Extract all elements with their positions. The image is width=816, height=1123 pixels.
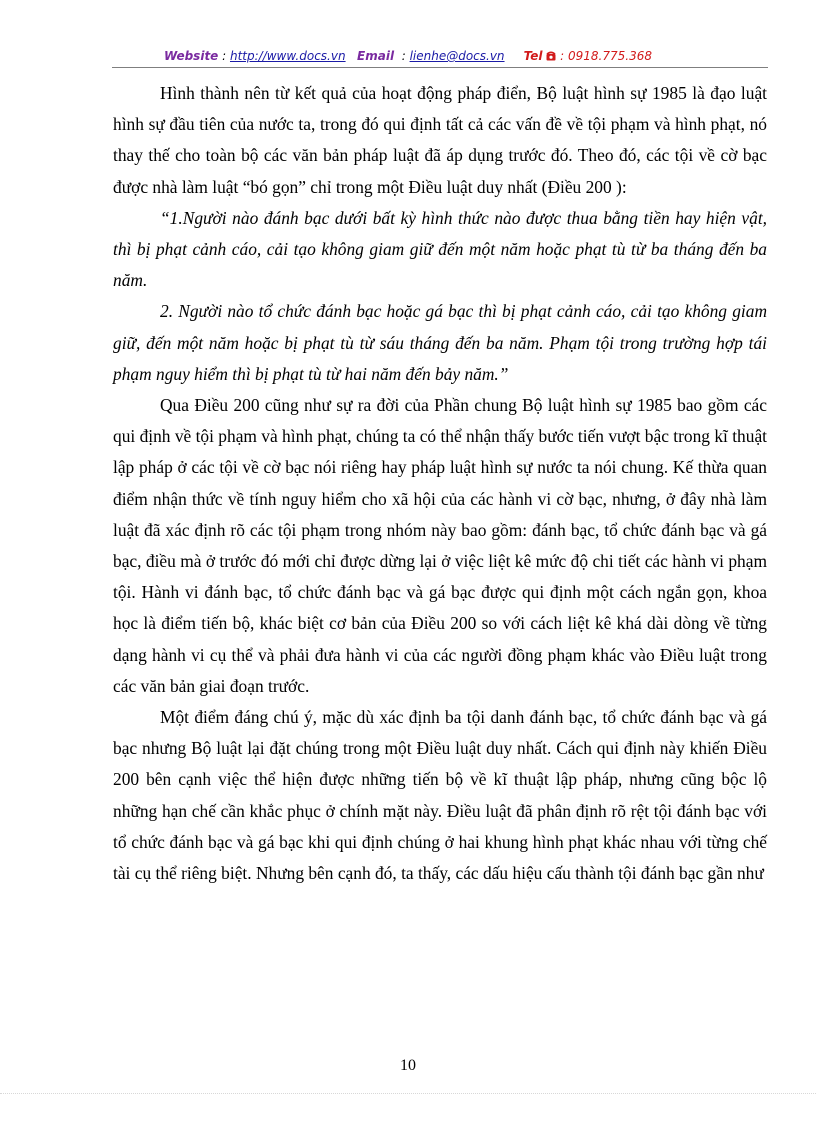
document-body (113, 78, 767, 889)
paragraph: Một điểm đáng chú ý, mặc dù xác định ba tội danh đánh bạc, tổ chức đánh bạc và gá bạc nhưng Bộ luật lại đặt chúng trong một Điều luật duy nhất. Cách qui định này khiến Điều 200 bên cạnh việc thể hiện được những tiến bộ về kĩ thuật lập pháp, nhưng cũng bộc lộ những hạn chế cần khắc phục ở chính mặt này. Điều luật đã phân định rõ rệt tội đánh bạc với tổ chức đánh bạc và gá bạc khi qui định chúng ở hai khung hình phạt khác nhau với từng chế tài cụ thể riêng biệt. Nhưng bên cạnh đó, ta thấy, các dấu hiệu cấu thành tội đánh bạc gần như (113, 707, 767, 884)
paragraph: Qua Điều 200 cũng như sự ra đời của Phần chung Bộ luật hình sự 1985 bao gồm các qui định về tội phạm và hình phạt, chúng ta có thể nhận thấy bước tiến vượt bậc trong kĩ thuật lập pháp ở các tội về cờ bạc nói riêng hay pháp luật hình sự nước ta nói chung. Kế thừa quan điểm nhận thức về tính nguy hiểm cho xã hội của các hành vi cờ bạc, nhưng, ở đây nhà làm luật đã xác định rõ các tội phạm trong nhóm này bao gồm: đánh bạc, tổ chức đánh bạc và gá bạc, điều mà ở trước đó mới chỉ được dừng lại ở việc liệt kê mức độ chi tiết các hành vi phạm tội. Hành vi đánh bạc, tổ chức đánh bạc và gá bạc được qui định một cách ngắn gọn, khoa học là điểm tiến bộ, khác biệt cơ bản của Điều 200 so với cách liệt kê khá dài dòng về từng dạng hành vi cụ thể và phải đưa hành vi của các người đồng phạm khác vào Điều luật trong các văn bản giai đoạn trước. (113, 395, 767, 696)
footer-divider (0, 1093, 816, 1094)
phone-number: 0918.775.368 (568, 49, 652, 63)
header-separator: : (218, 49, 230, 63)
tel-label: Tel (523, 49, 543, 63)
paragraph: Hình thành nên từ kết quả của hoạt động pháp điển, Bộ luật hình sự 1985 là đạo luật hình sự đầu tiên của nước ta, trong đó qui định tất cả các vấn đề về tội phạm và hình phạt, nó thay thế cho toàn bộ các văn bản pháp luật đã áp dụng trước đó. Theo đó, các tội về cờ bạc được nhà làm luật “bó gọn” chỉ trong một Điều luật duy nhất (Điều 200 ): (113, 83, 767, 197)
page-header (0, 47, 816, 65)
quoted-clause-2: 2. Người nào tổ chức đánh bạc hoặc gá bạc thì bị phạt cảnh cáo, cải tạo không giam giữ, đến một năm hoặc bị phạt tù từ sáu tháng đến ba năm. Phạm tội trong trường hợp tái phạm nguy hiểm thì bị phạt tù từ hai năm đến bảy năm.” (113, 301, 767, 384)
header-separator: : (556, 49, 569, 63)
page-number: 10 (400, 1057, 416, 1074)
telephone-icon (546, 48, 556, 58)
website-link[interactable]: http://www.docs.vn (229, 49, 346, 63)
website-label: Website (163, 49, 219, 63)
email-link[interactable]: lienhe@docs.vn (409, 49, 505, 63)
email-label: Email (357, 49, 395, 63)
quoted-clause-1: “1.Người nào đánh bạc dưới bất kỳ hình thức nào được thua bằng tiền hay hiện vật, thì bị phạt cảnh cáo, cải tạo không giam giữ đến một năm hoặc phạt tù từ ba tháng đến ba năm. (113, 207, 767, 291)
header-separator: : (401, 49, 410, 63)
header-divider (112, 67, 768, 68)
